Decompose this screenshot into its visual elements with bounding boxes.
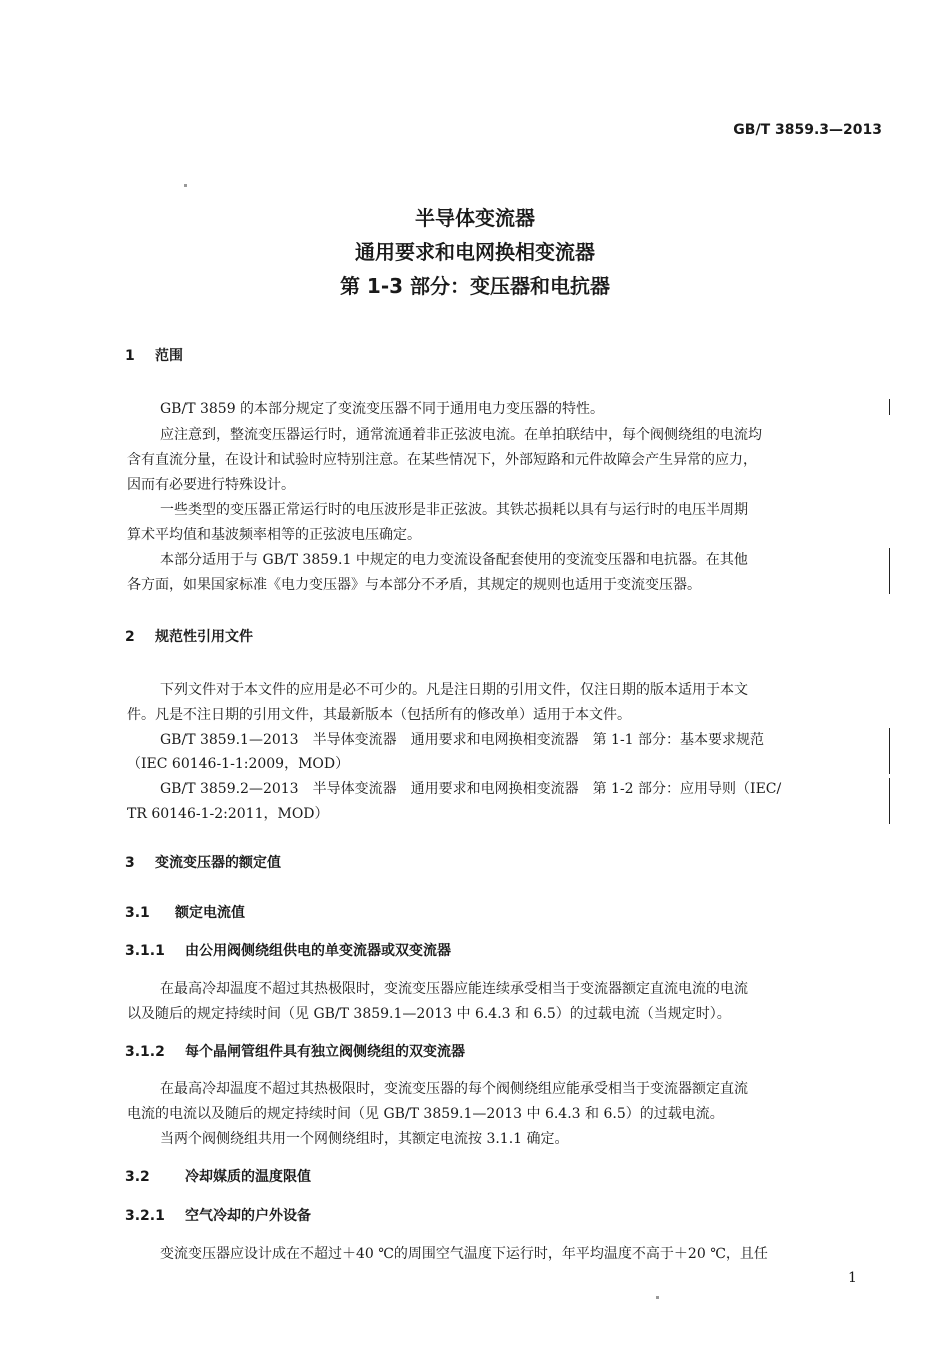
- section-title: 范围: [155, 348, 183, 364]
- title-line-2: 通用要求和电网换相变流器: [355, 240, 595, 264]
- section-title: 规范性引用文件: [155, 629, 253, 645]
- scan-speck: [656, 1296, 659, 1299]
- paragraph-line: 本部分适用于与 GB/T 3859.1 中规定的电力变流设备配套使用的变流变压器和电抗器。在其他: [160, 552, 748, 568]
- section-3-2-heading: [125, 1166, 311, 1186]
- section-title: 每个晶闸管组件具有独立阀侧绕组的双变流器: [185, 1044, 465, 1060]
- paragraph-line: 件。凡是不注日期的引用文件，其最新版本（包括所有的修改单）适用于本文件。: [127, 707, 631, 723]
- change-bar: [889, 399, 890, 415]
- section-3-2-1-heading: [125, 1205, 311, 1225]
- section-title: 变流变压器的额定值: [155, 855, 281, 871]
- paragraph-line: 一些类型的变压器正常运行时的电压波形是非正弦波。其铁芯损耗以具有与运行时的电压半周期: [160, 502, 748, 518]
- standard-number: GB/T 3859.3—2013: [733, 122, 882, 138]
- paragraph-line: 含有直流分量，在设计和试验时应特别注意。在某些情况下，外部短路和元件故障会产生异常的应力，: [127, 452, 757, 468]
- change-bar: [889, 778, 890, 824]
- title-line-3: 第 1-3 部分：变压器和电抗器: [339, 274, 611, 298]
- paragraph-line: 因而有必要进行特殊设计。: [127, 477, 295, 493]
- section-number: 3.1: [125, 905, 150, 921]
- scan-speck: [184, 184, 187, 187]
- section-number: 2: [125, 629, 135, 645]
- section-number: 3.2.1: [125, 1208, 165, 1224]
- section-3-1-1-heading: [125, 940, 451, 960]
- change-bar: [889, 728, 890, 774]
- section-number: 3.1.1: [125, 943, 165, 959]
- section-number: 3: [125, 855, 135, 871]
- paragraph-line: 当两个阀侧绕组共用一个网侧绕组时，其额定电流按 3.1.1 确定。: [160, 1131, 569, 1147]
- section-3-heading: [125, 852, 281, 872]
- section-3-1-2-heading: [125, 1041, 465, 1061]
- section-number: 3.1.2: [125, 1044, 165, 1060]
- paragraph-line: 算术平均值和基波频率相等的正弦波电压确定。: [127, 527, 421, 543]
- section-number: 1: [125, 348, 135, 364]
- section-2-heading: [125, 626, 253, 646]
- paragraph-line: 应注意到，整流变压器运行时，通常流通着非正弦波电流。在单拍联结中，每个阀侧绕组的电流均: [160, 427, 762, 443]
- section-title: 由公用阀侧绕组供电的单变流器或双变流器: [185, 943, 451, 959]
- section-number: 3.2: [125, 1169, 150, 1185]
- paragraph-line: GB/T 3859 的本部分规定了变流变压器不同于通用电力变压器的特性。: [160, 401, 605, 417]
- title-line-1: 半导体变流器: [415, 206, 535, 230]
- paragraph-line: 电流的电流以及随后的规定持续时间（见 GB/T 3859.1—2013 中 6.4.3 和 6.5）的过载电流。: [127, 1106, 724, 1122]
- paragraph-line: 各方面，如果国家标准《电力变压器》与本部分不矛盾，其规定的规则也适用于变流变压器。: [127, 577, 701, 593]
- reference-line: GB/T 3859.2—2013 半导体变流器 通用要求和电网换相变流器 第 1-2 部分：应用导则（IEC/: [160, 781, 782, 797]
- paragraph-line: 在最高冷却温度不超过其热极限时，变流变压器应能连续承受相当于变流器额定直流电流的电流: [160, 981, 748, 997]
- reference-line: GB/T 3859.1—2013 半导体变流器 通用要求和电网换相变流器 第 1-1 部分：基本要求规范: [160, 732, 765, 748]
- section-1-heading: [125, 345, 183, 365]
- section-title: 额定电流值: [175, 905, 245, 921]
- paragraph-line: 以及随后的规定持续时间（见 GB/T 3859.1—2013 中 6.4.3 和 6.5）的过载电流（当规定时）。: [127, 1006, 731, 1022]
- reference-line: （IEC 60146-1-1:2009，MOD）: [127, 756, 350, 772]
- paragraph-line: 在最高冷却温度不超过其热极限时，变流变压器的每个阀侧绕组应能承受相当于变流器额定直流: [160, 1081, 748, 1097]
- section-title: 冷却媒质的温度限值: [185, 1169, 311, 1185]
- reference-line: TR 60146-1-2:2011，MOD）: [127, 806, 329, 822]
- paragraph-line: 下列文件对于本文件的应用是必不可少的。凡是注日期的引用文件，仅注日期的版本适用于本文: [160, 682, 748, 698]
- change-bar: [889, 548, 890, 594]
- section-title: 空气冷却的户外设备: [185, 1208, 311, 1224]
- paragraph-line: 变流变压器应设计成在不超过＋40 ℃的周围空气温度下运行时，年平均温度不高于＋20 ℃，且任: [160, 1246, 768, 1262]
- page-number: 1: [848, 1270, 857, 1286]
- section-3-1-heading: [125, 902, 245, 922]
